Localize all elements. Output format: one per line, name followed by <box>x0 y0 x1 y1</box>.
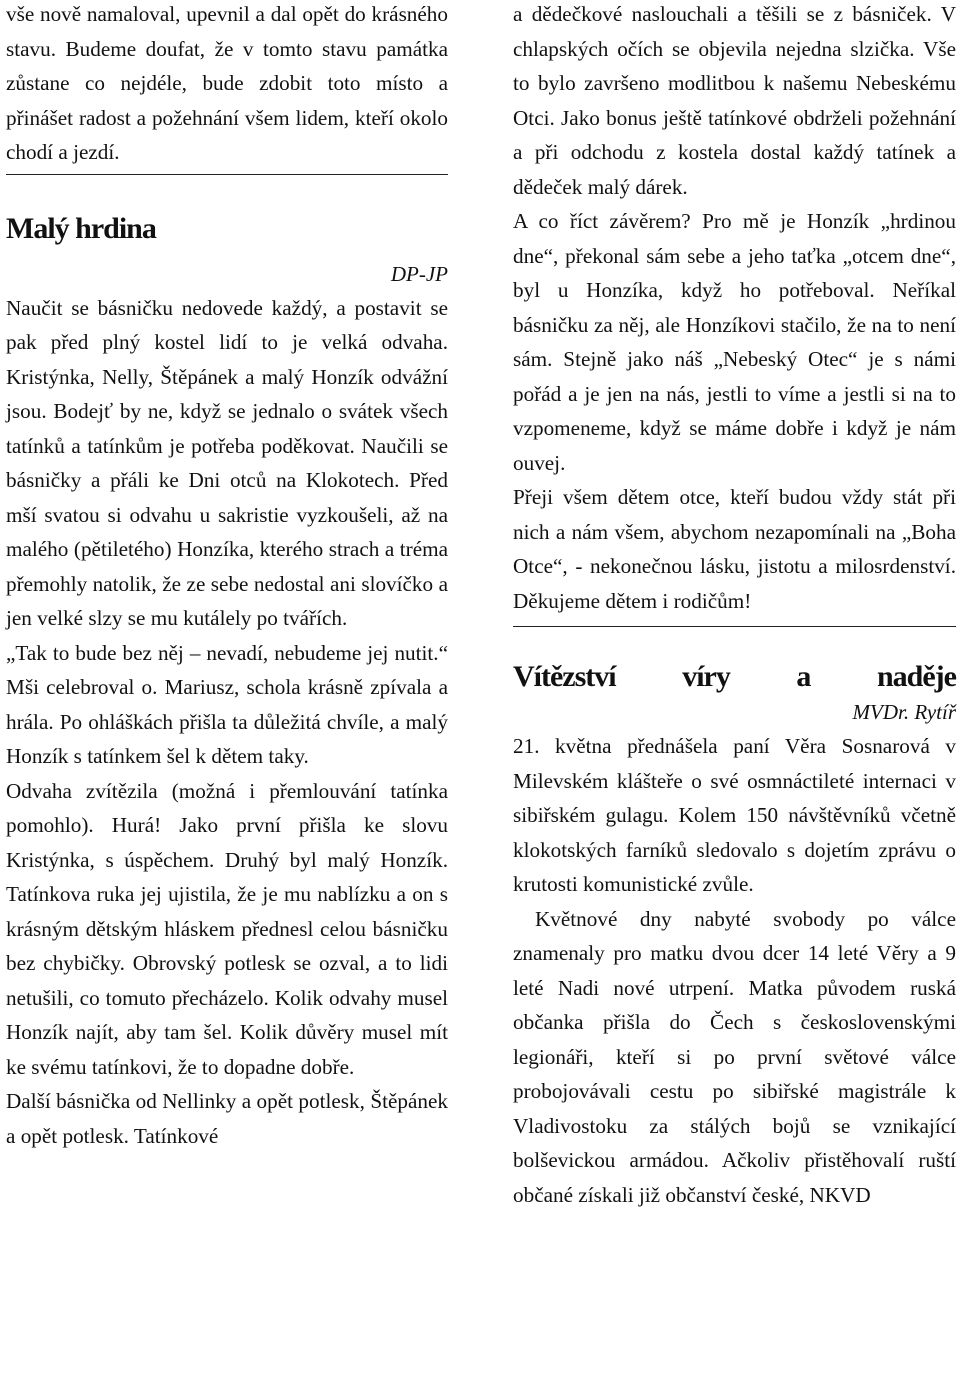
section-divider <box>513 626 956 627</box>
intro-paragraph: vše nově namaloval, upevnil a dal opět do krásného stavu. Budeme doufat, že v tomto stavu památka zůstane co nejdéle, bude zdobit toto místo a přinášet radost a požehnání všem lidem, kteří okolo chodí a jezdí. <box>6 2 448 164</box>
section-divider <box>6 174 448 175</box>
article-paragraph: Další básnička od Nellinky a opět potlesk, Štěpánek a opět potlesk. Tatínkové <box>6 1089 448 1148</box>
left-column <box>6 0 448 1153</box>
article-paragraph: „Tak to bude bez něj – nevadí, nebudeme jej nutit.“ Mši celebroval o. Mariusz, schola krásně zpívala a hrála. Po ohláškách přišla ta důležitá chvíle, a malý Honzík s tatínkem šel k dětem taky. <box>6 640 448 768</box>
article-paragraph: A co říct závěrem? Pro mě je Honzík „hrdinou dne“, překonal sám sebe a jeho taťka „otcem dne“, byl u Honzíka, když ho potřeboval. Neříkal básničku za něj, ale Honzíkovi stačilo, že na to není sám. Stejně jako náš „Nebeský Otec“ je s námi pořád a je jen na nás, jestli to víme a jestli si na to vzpomeneme, když se máme dobře i když je nám ouvej. <box>513 209 956 475</box>
article-paragraph: Květnové dny nabyté svobody po válce znamenaly pro matku dvou dcer 14 leté Věry a 9 leté Nadi nové utrpení. Matka původem ruská občanka přišla do Čech s československými legionáři, kteří si po první světové válce probojovávali cestu po sibiřské magistrále k Vladivostoku za stálých bojů se vznikající bolševickou armádou. Ačkoliv přistěhovalí ruští občané získali již občanství české, NKVD <box>513 906 956 1207</box>
article-paragraph: Naučit se básničku nedovede každý, a postavit se pak před plný kostel lidí to je velká odvaha. Kristýnka, Nelly, Štěpánek a malý Honzík odvážní jsou. Bodejť by ne, když se jednalo o svátek všech tatínků a tatínkům je potřeba poděkovat. Naučili se básničky a přáli ke Dni otců na Klokotech. Před mší svatou si odvahu u sakristie vyzkoušeli, až na malého (pětiletého) Honzíka, kterého strach a tréma přemohly natolik, že ze sebe nedostal ani slovíčko a jen velké slzy se mu kutálely po tvářích. <box>6 295 448 630</box>
article-paragraph: a dědečkové naslouchali a těšili se z básniček. V chlapských očích se objevila nejedna slzička. Vše to bylo završeno modlitbou k našemu Nebeskému Otci. Jako bonus ještě tatínkové obdrželi požehnání a při odchodu z kostela dostal každý tatínek a dědeček malý dárek. <box>513 2 956 199</box>
title-word: naděje <box>876 660 956 693</box>
title-word: Vítězství <box>513 660 616 693</box>
article-paragraph: 21. května přednášela paní Věra Sosnarová v Milevském klášteře o své osmnáctileté internaci v sibiřském gulagu. Kolem 150 návštěvníků včetně klokotských farníků sledovalo s dojetím zprávu o krutosti komunistické zvůle. <box>513 734 956 896</box>
article-author: MVDr. Rytíř <box>852 700 956 724</box>
title-word: víry <box>682 660 730 693</box>
article-paragraph: Přeji všem dětem otce, kteří budou vždy stát při nich a nám všem, abychom nezapomínali na „Boha Otce“, - nekonečnou lásku, jistotu a milosrdenství. Děkujeme dětem i rodičům! <box>513 485 956 613</box>
article-paragraph: Odvaha zvítězila (možná i přemlouvání tatínka pomohlo). Hurá! Jako první přišla ke slovu Kristýnka, s úspěchem. Druhý byl malý Honzík. Tatínkova ruka jej ujistila, že je mu nablízku a on s krásným dětským hláskem přednesl celou básničku bez chybičky. Obrovský potlesk se ozval, a to lidi netušili, co tomuto přecházelo. Kolik odvahy musel Honzík najít, aby tam šel. Kolik důvěry musel mít ke svému tatínkovi, že to dopadne dobře. <box>6 778 448 1079</box>
title-word: a <box>796 660 811 693</box>
article-title: Malý hrdina <box>6 211 156 245</box>
right-column <box>513 0 956 1212</box>
article-author: DP-JP <box>390 261 448 286</box>
article-title <box>513 659 956 695</box>
